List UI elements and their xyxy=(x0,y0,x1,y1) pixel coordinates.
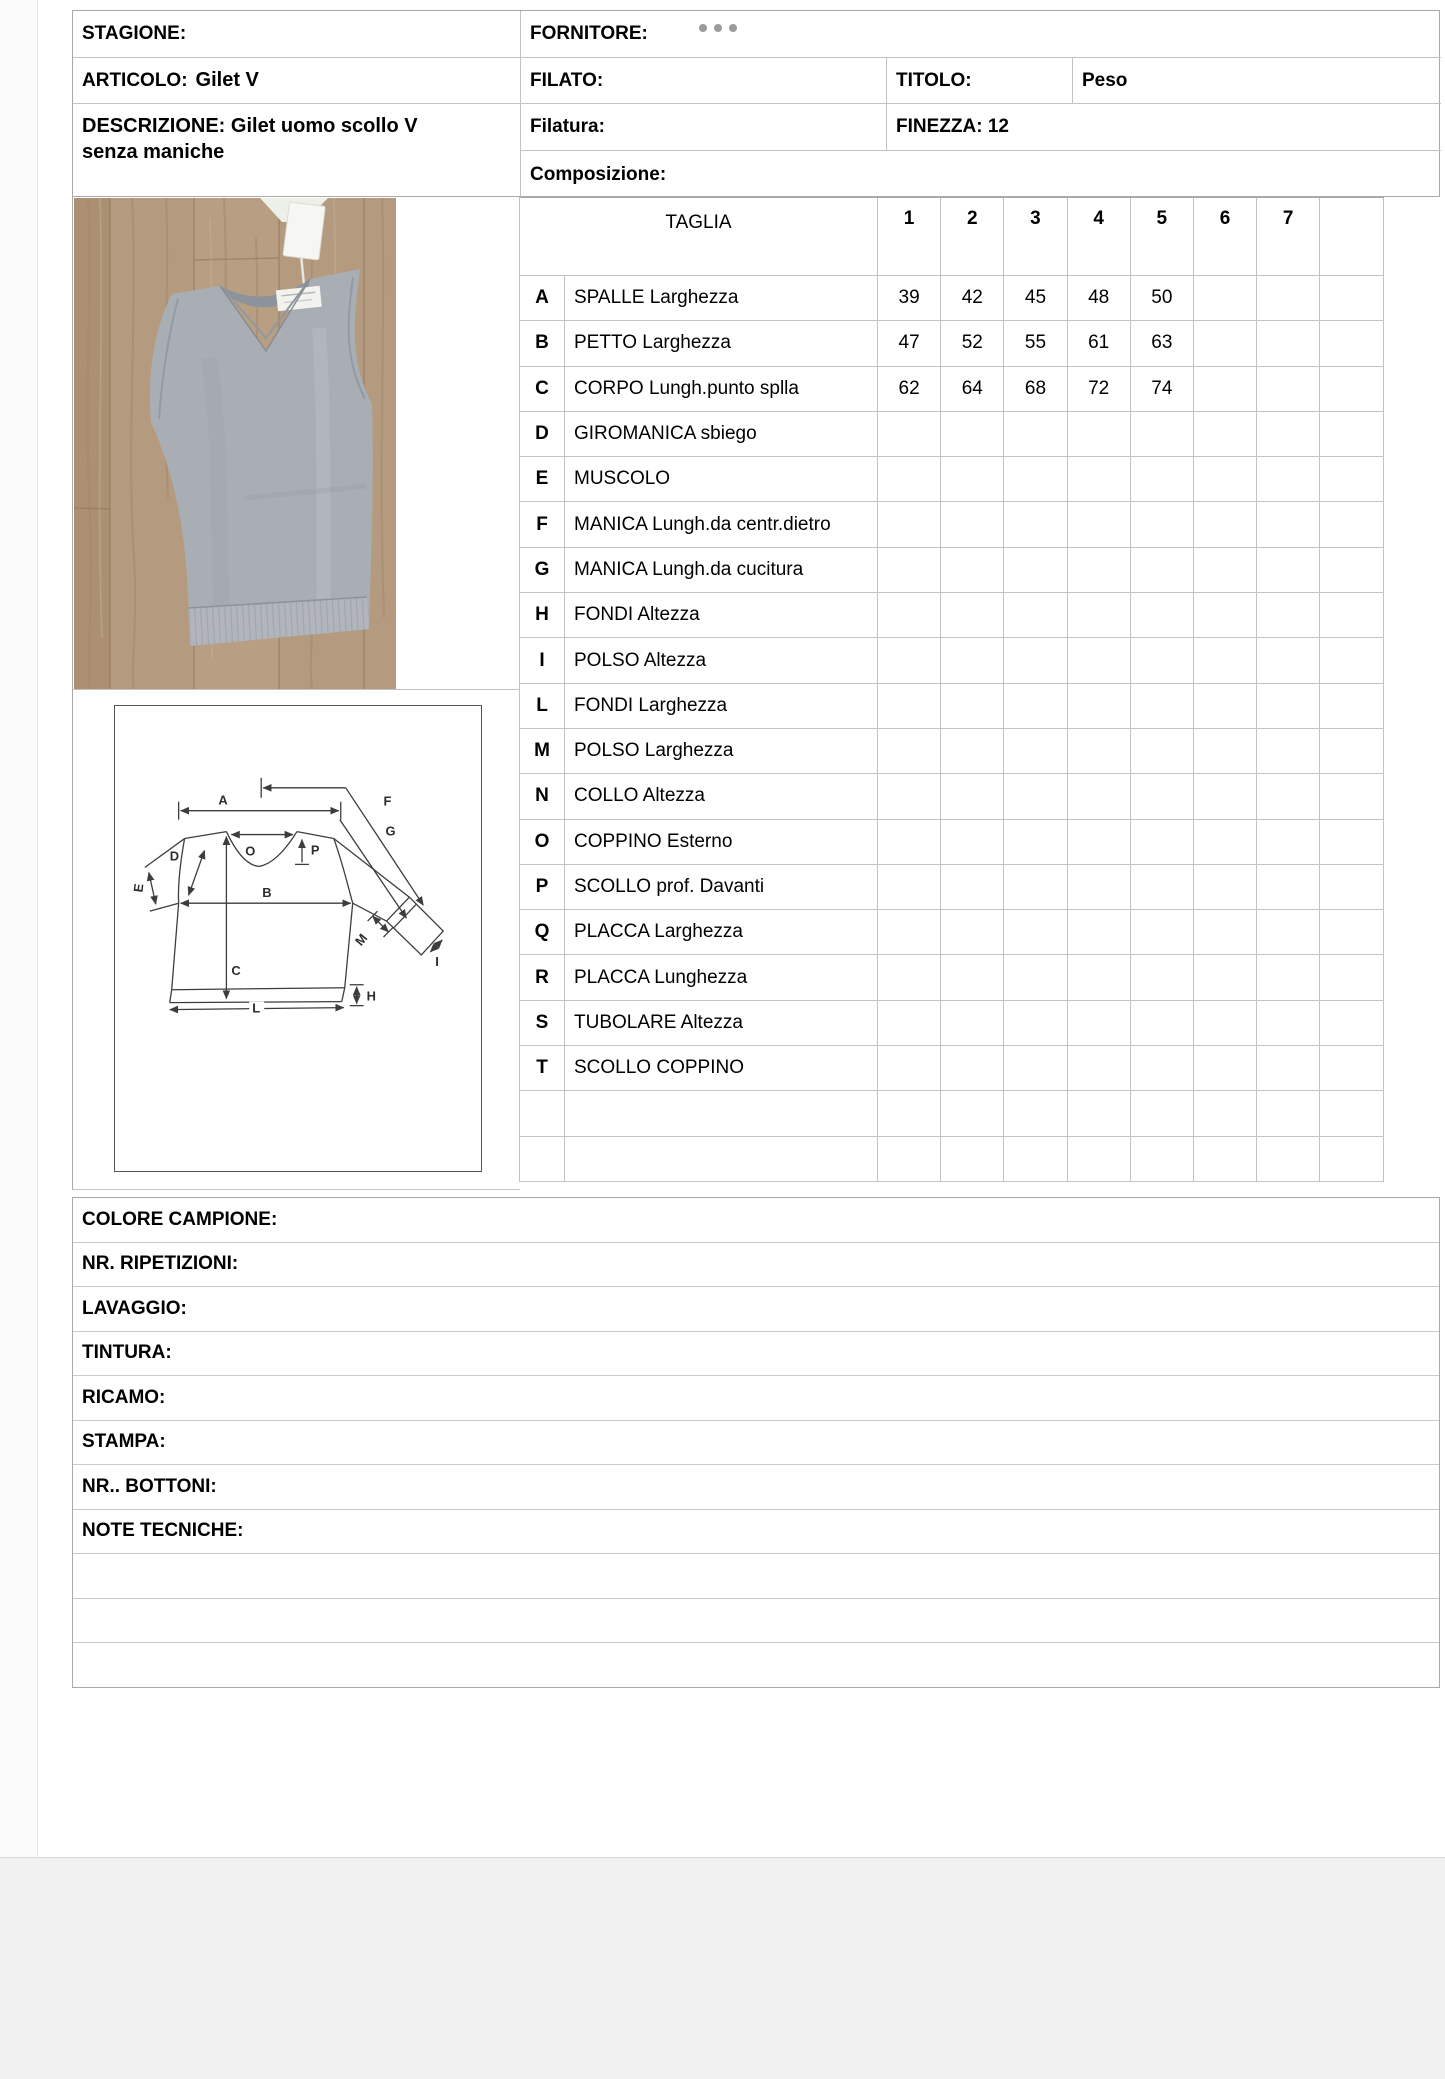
diagram-label-p: P xyxy=(310,842,320,858)
measure-value xyxy=(1320,593,1383,638)
measure-value xyxy=(1320,1046,1383,1091)
measure-value xyxy=(1004,955,1067,1000)
measure-label: MANICA Lungh.da cucitura xyxy=(565,548,878,593)
diagram-label-o: O xyxy=(245,843,256,859)
finezza-label: FINEZZA: 12 xyxy=(896,116,1009,137)
measure-value xyxy=(941,457,1004,502)
filatura-label: Filatura: xyxy=(530,116,605,137)
measure-letter: G xyxy=(520,548,565,593)
measure-label: SPALLE Larghezza xyxy=(565,276,878,321)
measure-value xyxy=(1320,910,1383,955)
measure-value xyxy=(1068,1091,1131,1136)
measure-value xyxy=(1257,1046,1320,1091)
measure-value xyxy=(941,684,1004,729)
measure-value xyxy=(878,457,941,502)
measure-value xyxy=(1004,1046,1067,1091)
field-label: LAVAGGIO: xyxy=(82,1297,187,1319)
measure-value xyxy=(1257,321,1320,366)
measure-value xyxy=(1068,684,1131,729)
measure-value: 68 xyxy=(1004,367,1067,412)
measure-value: 61 xyxy=(1068,321,1131,366)
measure-value xyxy=(1194,774,1257,819)
measure-letter: P xyxy=(520,865,565,910)
stagione-cell xyxy=(73,11,521,58)
measure-value xyxy=(1194,1091,1257,1136)
measure-value xyxy=(1320,955,1383,1000)
field-row xyxy=(73,1198,1439,1243)
measure-value xyxy=(1131,457,1194,502)
measure-value: 47 xyxy=(878,321,941,366)
measure-value xyxy=(878,1001,941,1046)
measure-value xyxy=(1320,276,1383,321)
diagram-label-d: D xyxy=(169,848,180,864)
measure-value xyxy=(1068,774,1131,819)
measure-value xyxy=(1194,321,1257,366)
measure-label: MUSCOLO xyxy=(565,457,878,502)
measure-value xyxy=(941,820,1004,865)
measure-value xyxy=(941,1137,1004,1182)
measure-label: POLSO Altezza xyxy=(565,638,878,683)
size-col-header-2: 2 xyxy=(941,198,1004,276)
field-label: TINTURA: xyxy=(82,1342,172,1364)
left-column xyxy=(72,197,520,1190)
measure-letter: Q xyxy=(520,910,565,955)
field-label: STAMPA: xyxy=(82,1431,166,1453)
measure-value xyxy=(1131,865,1194,910)
measure-value xyxy=(1320,1137,1383,1182)
measure-value xyxy=(1194,1001,1257,1046)
measure-value xyxy=(1131,955,1194,1000)
measure-value: 64 xyxy=(941,367,1004,412)
filatura-cell xyxy=(521,104,887,151)
measure-value: 50 xyxy=(1131,276,1194,321)
vest-photo xyxy=(74,198,396,689)
measure-letter: E xyxy=(520,457,565,502)
field-row xyxy=(73,1510,1439,1555)
measure-letter: D xyxy=(520,412,565,457)
measure-label: COLLO Altezza xyxy=(565,774,878,819)
measure-value xyxy=(1068,593,1131,638)
measure-letter: B xyxy=(520,321,565,366)
measure-value xyxy=(878,910,941,955)
measure-value xyxy=(941,548,1004,593)
measure-value xyxy=(941,865,1004,910)
measure-value xyxy=(1194,865,1257,910)
measure-letter: M xyxy=(520,729,565,774)
measure-value xyxy=(1320,684,1383,729)
fornitore-cell xyxy=(521,11,1441,58)
measure-value xyxy=(1257,502,1320,547)
measure-value xyxy=(1068,910,1131,955)
measure-value xyxy=(1194,910,1257,955)
measure-value xyxy=(1131,638,1194,683)
measure-value xyxy=(941,593,1004,638)
measure-value xyxy=(941,955,1004,1000)
measure-value xyxy=(1194,412,1257,457)
field-label: COLORE CAMPIONE: xyxy=(82,1208,278,1230)
measure-value xyxy=(1320,638,1383,683)
measure-value xyxy=(941,910,1004,955)
measure-letter: C xyxy=(520,367,565,412)
measure-value xyxy=(878,1137,941,1182)
measure-value xyxy=(941,502,1004,547)
measure-value xyxy=(941,774,1004,819)
field-row xyxy=(73,1421,1439,1466)
measure-value xyxy=(1068,1046,1131,1091)
measure-letter: R xyxy=(520,955,565,1000)
measure-label xyxy=(565,1091,878,1136)
measure-value xyxy=(1257,412,1320,457)
measure-value xyxy=(878,502,941,547)
measure-value xyxy=(1131,593,1194,638)
articolo-value: Gilet V xyxy=(195,69,259,91)
measure-label: FONDI Larghezza xyxy=(565,684,878,729)
size-col-header-7: 7 xyxy=(1257,198,1320,276)
measure-value xyxy=(1320,321,1383,366)
measurement-diagram xyxy=(114,705,482,1172)
field-label: NR.. BOTTONI: xyxy=(82,1475,217,1497)
measure-value xyxy=(1320,548,1383,593)
measure-value xyxy=(1131,1091,1194,1136)
measure-value xyxy=(1194,638,1257,683)
measure-label: CORPO Lungh.punto splla xyxy=(565,367,878,412)
measure-label: COPPINO Esterno xyxy=(565,820,878,865)
measure-value xyxy=(1131,820,1194,865)
measure-value xyxy=(878,955,941,1000)
measure-value xyxy=(1068,412,1131,457)
measure-value xyxy=(1194,502,1257,547)
measure-value xyxy=(1257,820,1320,865)
measure-value xyxy=(1257,457,1320,502)
measure-value: 55 xyxy=(1004,321,1067,366)
measure-letter: I xyxy=(520,638,565,683)
measure-value: 39 xyxy=(878,276,941,321)
diagram-cell xyxy=(73,690,521,1190)
measure-label: PLACCA Larghezza xyxy=(565,910,878,955)
measure-value xyxy=(878,638,941,683)
measure-value xyxy=(1194,684,1257,729)
field-row xyxy=(73,1554,1439,1599)
stagione-label: STAGIONE: xyxy=(82,23,187,44)
measure-value xyxy=(1257,548,1320,593)
measure-letter: T xyxy=(520,1046,565,1091)
descrizione-value: Gilet uomo scollo V senza maniche xyxy=(82,115,418,164)
measure-value xyxy=(1004,910,1067,955)
measure-value xyxy=(1257,638,1320,683)
measure-value xyxy=(941,1091,1004,1136)
field-label: NOTE TECNICHE: xyxy=(82,1520,244,1542)
measure-value xyxy=(878,774,941,819)
descrizione-cell xyxy=(73,104,521,198)
measure-value xyxy=(1257,367,1320,412)
measure-value xyxy=(1004,1091,1067,1136)
filato-label: FILATO: xyxy=(530,69,604,91)
measure-label: POLSO Larghezza xyxy=(565,729,878,774)
measure-value xyxy=(1004,774,1067,819)
measure-value xyxy=(1257,1091,1320,1136)
measure-label: FONDI Altezza xyxy=(565,593,878,638)
measure-value xyxy=(878,1046,941,1091)
three-dots-icon[interactable] xyxy=(699,24,744,32)
measure-value xyxy=(1257,593,1320,638)
diagram-label-h: H xyxy=(366,988,376,1004)
articolo-cell xyxy=(73,58,521,104)
measure-value xyxy=(1257,1137,1320,1182)
measure-letter xyxy=(520,1091,565,1136)
filato-cell xyxy=(521,58,887,104)
field-row xyxy=(73,1465,1439,1510)
measure-value xyxy=(1194,593,1257,638)
size-col-header-3: 3 xyxy=(1004,198,1067,276)
measure-value xyxy=(1068,865,1131,910)
peso-label: Peso xyxy=(1082,69,1128,91)
measure-value xyxy=(1068,729,1131,774)
diagram-label-b: B xyxy=(262,885,272,901)
measure-value xyxy=(1257,865,1320,910)
measure-letter: A xyxy=(520,276,565,321)
measure-value xyxy=(1320,820,1383,865)
measure-value: 52 xyxy=(941,321,1004,366)
measure-value xyxy=(1131,412,1194,457)
measure-value xyxy=(1257,774,1320,819)
measure-value xyxy=(1320,457,1383,502)
measure-value xyxy=(1257,1001,1320,1046)
measure-letter: O xyxy=(520,820,565,865)
measure-value xyxy=(1131,548,1194,593)
measure-value xyxy=(1131,1001,1194,1046)
fornitore-label: FORNITORE: xyxy=(530,23,648,44)
measure-value xyxy=(1194,457,1257,502)
measure-value xyxy=(1004,457,1067,502)
measure-value xyxy=(1131,1046,1194,1091)
field-row xyxy=(73,1376,1439,1421)
measure-value xyxy=(1194,955,1257,1000)
measure-value xyxy=(1068,457,1131,502)
measure-label: GIROMANICA sbiego xyxy=(565,412,878,457)
measure-value xyxy=(1068,955,1131,1000)
size-col-header-5: 5 xyxy=(1131,198,1194,276)
measure-label: PLACCA Lunghezza xyxy=(565,955,878,1000)
field-row xyxy=(73,1287,1439,1332)
articolo-label: ARTICOLO: xyxy=(82,69,188,91)
header-table xyxy=(72,10,1440,197)
measure-value: 62 xyxy=(878,367,941,412)
measure-value xyxy=(1004,548,1067,593)
taglia-header: TAGLIA xyxy=(520,198,878,276)
diagram-label-i: I xyxy=(435,953,439,969)
measure-value xyxy=(1194,367,1257,412)
measure-letter: S xyxy=(520,1001,565,1046)
composizione-cell xyxy=(521,151,1441,198)
diagram-label-m: M xyxy=(351,930,371,949)
measure-label: SCOLLO COPPINO xyxy=(565,1046,878,1091)
measure-value xyxy=(1068,820,1131,865)
field-row xyxy=(73,1332,1439,1377)
measure-value xyxy=(1257,910,1320,955)
diagram-label-c: C xyxy=(231,962,241,978)
measure-value xyxy=(941,729,1004,774)
measure-value xyxy=(1320,1091,1383,1136)
measure-value xyxy=(1257,276,1320,321)
measure-value xyxy=(1131,502,1194,547)
measure-value xyxy=(1320,865,1383,910)
photo-cell xyxy=(73,197,521,690)
diagram-label-a: A xyxy=(218,792,228,808)
page-left-margin xyxy=(0,0,38,1857)
composizione-label: Composizione: xyxy=(530,163,667,185)
measure-value xyxy=(1131,729,1194,774)
measure-value xyxy=(1068,1001,1131,1046)
measure-value xyxy=(1004,1137,1067,1182)
measure-value xyxy=(941,1046,1004,1091)
field-row xyxy=(73,1243,1439,1288)
diagram-label-e: E xyxy=(130,882,147,894)
measure-value xyxy=(1131,774,1194,819)
measure-value xyxy=(941,412,1004,457)
measure-value: 45 xyxy=(1004,276,1067,321)
measure-value xyxy=(1004,1001,1067,1046)
titolo-cell xyxy=(887,58,1073,104)
measure-value xyxy=(1004,820,1067,865)
measure-value xyxy=(1320,412,1383,457)
measure-value xyxy=(1068,638,1131,683)
measure-value xyxy=(878,865,941,910)
measure-value xyxy=(878,593,941,638)
finezza-cell xyxy=(887,104,1441,151)
measure-label: PETTO Larghezza xyxy=(565,321,878,366)
measure-value xyxy=(1004,865,1067,910)
field-row xyxy=(73,1643,1439,1688)
size-col-header-6: 6 xyxy=(1194,198,1257,276)
titolo-label: TITOLO: xyxy=(896,69,972,91)
field-row xyxy=(73,1599,1439,1644)
measure-value xyxy=(878,820,941,865)
measure-value xyxy=(1320,1001,1383,1046)
measure-value xyxy=(1194,1046,1257,1091)
descrizione-label: DESCRIZIONE: xyxy=(82,115,226,137)
measure-value: 72 xyxy=(1068,367,1131,412)
measure-value xyxy=(1194,276,1257,321)
measure-letter: F xyxy=(520,502,565,547)
measure-label: SCOLLO prof. Davanti xyxy=(565,865,878,910)
measure-value xyxy=(1004,638,1067,683)
measure-value xyxy=(878,548,941,593)
measure-value xyxy=(1257,955,1320,1000)
measure-value xyxy=(1004,502,1067,547)
diagram-label-l: L xyxy=(252,1000,261,1016)
measure-value xyxy=(1320,729,1383,774)
peso-cell xyxy=(1073,58,1441,104)
measure-value xyxy=(1131,1137,1194,1182)
measure-letter xyxy=(520,1137,565,1182)
measure-value xyxy=(1004,412,1067,457)
measure-value xyxy=(1320,502,1383,547)
bottom-fields-table xyxy=(72,1197,1440,1688)
measure-value xyxy=(1131,910,1194,955)
measure-value xyxy=(1194,729,1257,774)
measure-label: MANICA Lungh.da centr.dietro xyxy=(565,502,878,547)
measure-value xyxy=(941,1001,1004,1046)
measure-value xyxy=(878,412,941,457)
measure-value xyxy=(878,729,941,774)
field-label: RICAMO: xyxy=(82,1386,166,1408)
measure-value xyxy=(1131,684,1194,729)
measure-value xyxy=(1004,729,1067,774)
size-col-header-4: 4 xyxy=(1068,198,1131,276)
measure-value xyxy=(1320,774,1383,819)
measure-value xyxy=(941,638,1004,683)
measure-value xyxy=(1068,548,1131,593)
measure-value xyxy=(1068,1137,1131,1182)
measure-value: 74 xyxy=(1131,367,1194,412)
measure-label: TUBOLARE Altezza xyxy=(565,1001,878,1046)
measure-value xyxy=(1257,729,1320,774)
measure-letter: N xyxy=(520,774,565,819)
measure-value xyxy=(878,1091,941,1136)
measure-value xyxy=(1004,593,1067,638)
measure-value xyxy=(1068,502,1131,547)
size-col-header-1: 1 xyxy=(878,198,941,276)
field-label: NR. RIPETIZIONI: xyxy=(82,1253,239,1275)
measure-value xyxy=(1257,684,1320,729)
measure-value xyxy=(1194,1137,1257,1182)
measure-letter: H xyxy=(520,593,565,638)
measure-value: 63 xyxy=(1131,321,1194,366)
measure-value: 48 xyxy=(1068,276,1131,321)
size-col-header-8 xyxy=(1320,198,1383,276)
measure-value xyxy=(1194,548,1257,593)
measure-value: 42 xyxy=(941,276,1004,321)
measure-value xyxy=(1004,684,1067,729)
page-bottom-margin xyxy=(0,1857,1445,2079)
measure-value xyxy=(878,684,941,729)
diagram-label-f: F xyxy=(383,793,392,809)
measure-value xyxy=(1194,820,1257,865)
size-table xyxy=(519,197,1384,1182)
measure-label xyxy=(565,1137,878,1182)
measure-value xyxy=(1320,367,1383,412)
diagram-label-g: G xyxy=(385,823,396,839)
measure-letter: L xyxy=(520,684,565,729)
